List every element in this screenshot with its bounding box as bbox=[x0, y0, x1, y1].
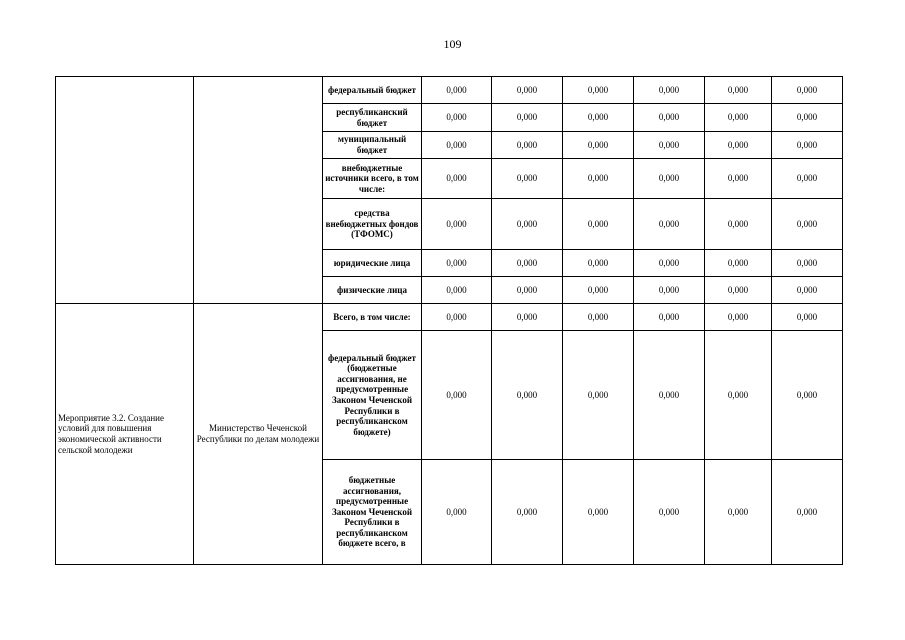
value-cell: 0,000 bbox=[772, 250, 843, 277]
value-cell: 0,000 bbox=[705, 460, 772, 565]
value-cell: 0,000 bbox=[422, 104, 492, 132]
value-cell: 0,000 bbox=[422, 460, 492, 565]
organization-cell: Министерство Чеченской Республики по делам молодежи bbox=[194, 304, 323, 565]
value-cell: 0,000 bbox=[422, 199, 492, 250]
value-cell: 0,000 bbox=[563, 277, 634, 304]
value-cell: 0,000 bbox=[492, 199, 563, 250]
value-cell: 0,000 bbox=[772, 331, 843, 460]
value-cell: 0,000 bbox=[634, 77, 705, 104]
value-cell: 0,000 bbox=[422, 250, 492, 277]
funding-source-cell: федеральный бюджет (бюджетные ассигнования, не предусмотренные Законом Чеченской Республики в республиканском бюджете) bbox=[323, 331, 422, 460]
value-cell: 0,000 bbox=[422, 331, 492, 460]
funding-source-cell: федеральный бюджет bbox=[323, 77, 422, 104]
funding-source-cell: муниципальный бюджет bbox=[323, 132, 422, 159]
value-cell: 0,000 bbox=[563, 77, 634, 104]
table-row bbox=[56, 304, 843, 331]
value-cell: 0,000 bbox=[634, 304, 705, 331]
value-cell: 0,000 bbox=[492, 460, 563, 565]
value-cell: 0,000 bbox=[634, 460, 705, 565]
value-cell: 0,000 bbox=[492, 132, 563, 159]
value-cell: 0,000 bbox=[634, 277, 705, 304]
value-cell: 0,000 bbox=[772, 77, 843, 104]
value-cell: 0,000 bbox=[422, 132, 492, 159]
value-cell: 0,000 bbox=[563, 304, 634, 331]
value-cell: 0,000 bbox=[772, 277, 843, 304]
value-cell: 0,000 bbox=[492, 250, 563, 277]
value-cell: 0,000 bbox=[422, 277, 492, 304]
value-cell: 0,000 bbox=[772, 304, 843, 331]
funding-source-cell: средства внебюджетных фондов (ТФОМС) bbox=[323, 199, 422, 250]
value-cell: 0,000 bbox=[772, 104, 843, 132]
value-cell: 0,000 bbox=[705, 250, 772, 277]
value-cell: 0,000 bbox=[772, 460, 843, 565]
value-cell: 0,000 bbox=[492, 331, 563, 460]
value-cell: 0,000 bbox=[492, 104, 563, 132]
value-cell: 0,000 bbox=[705, 199, 772, 250]
value-cell: 0,000 bbox=[492, 277, 563, 304]
value-cell: 0,000 bbox=[634, 250, 705, 277]
value-cell: 0,000 bbox=[563, 199, 634, 250]
value-cell: 0,000 bbox=[772, 159, 843, 199]
funding-source-cell: юридические лица bbox=[323, 250, 422, 277]
table-row bbox=[56, 77, 843, 104]
value-cell: 0,000 bbox=[563, 250, 634, 277]
value-cell: 0,000 bbox=[563, 104, 634, 132]
value-cell: 0,000 bbox=[422, 304, 492, 331]
value-cell: 0,000 bbox=[705, 277, 772, 304]
funding-source-cell: республиканский бюджет bbox=[323, 104, 422, 132]
page-number: 109 bbox=[443, 37, 462, 51]
value-cell: 0,000 bbox=[705, 304, 772, 331]
empty-event-cell bbox=[56, 77, 194, 304]
value-cell: 0,000 bbox=[634, 199, 705, 250]
value-cell: 0,000 bbox=[705, 331, 772, 460]
value-cell: 0,000 bbox=[634, 331, 705, 460]
value-cell: 0,000 bbox=[705, 104, 772, 132]
value-cell: 0,000 bbox=[422, 159, 492, 199]
value-cell: 0,000 bbox=[563, 159, 634, 199]
funding-source-cell: Всего, в том числе: bbox=[323, 304, 422, 331]
value-cell: 0,000 bbox=[634, 132, 705, 159]
value-cell: 0,000 bbox=[705, 77, 772, 104]
funding-source-cell: бюджетные ассигнования, предусмотренные Законом Чеченской Республики в республиканском бюджете всего, в bbox=[323, 460, 422, 565]
budget-table bbox=[55, 76, 843, 565]
value-cell: 0,000 bbox=[563, 460, 634, 565]
value-cell: 0,000 bbox=[563, 331, 634, 460]
value-cell: 0,000 bbox=[705, 132, 772, 159]
value-cell: 0,000 bbox=[634, 104, 705, 132]
event-name-cell: Мероприятие 3.2. Создание условий для повышения экономической активности сельской молодежи bbox=[56, 304, 194, 565]
funding-source-cell: внебюджетные источники всего, в том числе: bbox=[323, 159, 422, 199]
value-cell: 0,000 bbox=[772, 199, 843, 250]
value-cell: 0,000 bbox=[492, 77, 563, 104]
value-cell: 0,000 bbox=[492, 304, 563, 331]
funding-source-cell: физические лица bbox=[323, 277, 422, 304]
value-cell: 0,000 bbox=[563, 132, 634, 159]
value-cell: 0,000 bbox=[492, 159, 563, 199]
value-cell: 0,000 bbox=[772, 132, 843, 159]
empty-organization-cell bbox=[194, 77, 323, 304]
value-cell: 0,000 bbox=[634, 159, 705, 199]
value-cell: 0,000 bbox=[422, 77, 492, 104]
value-cell: 0,000 bbox=[705, 159, 772, 199]
